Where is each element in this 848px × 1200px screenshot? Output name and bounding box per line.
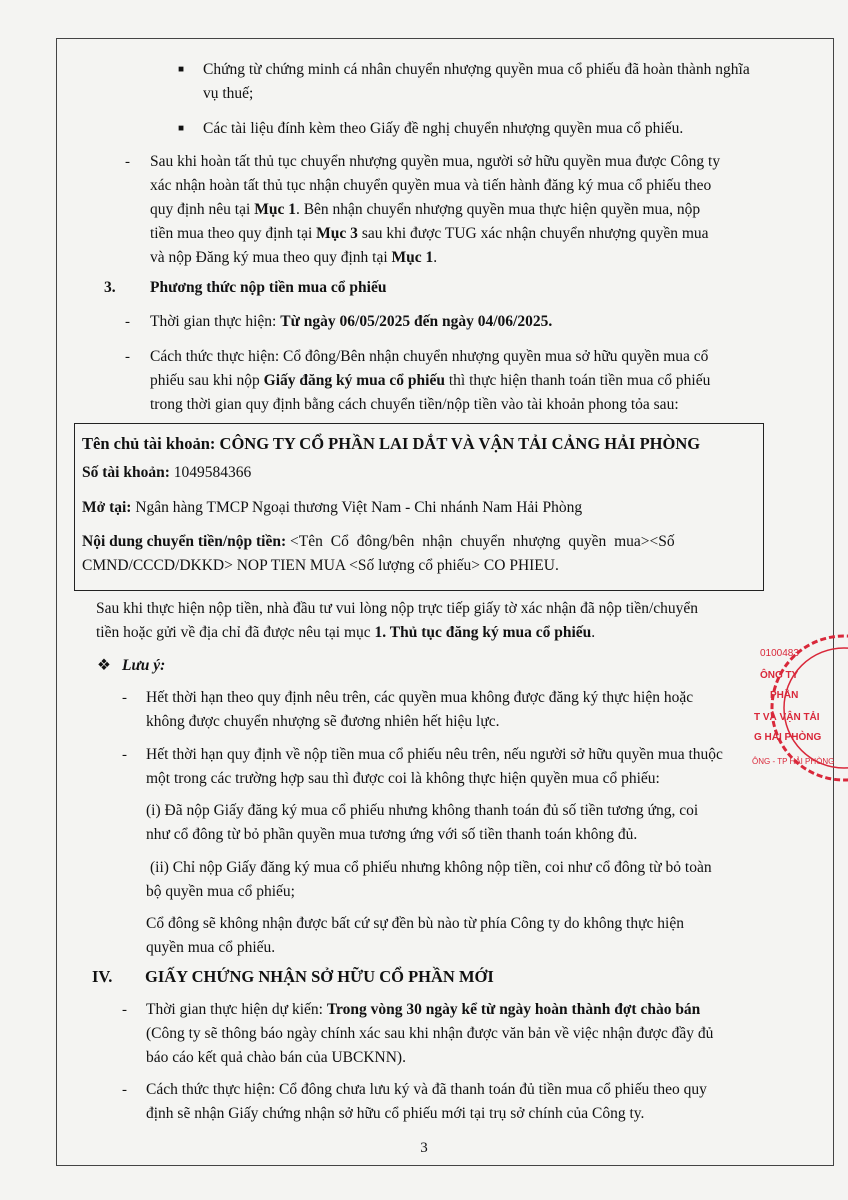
section4-method-line1: Cách thức thực hiện: Cổ đông chưa lưu ký và đã thanh toán đủ tiền mua cổ phiếu theo quy bbox=[146, 1081, 707, 1098]
dash-bullet: - bbox=[122, 1002, 127, 1018]
stamp-text-3: PHẦN bbox=[770, 690, 799, 701]
stamp-text-1: 0100483 bbox=[760, 648, 799, 659]
note-item2-line1: Hết thời hạn quy định về nộp tiền mua cổ phiếu nêu trên, nếu người sở hữu quyền mua thuộc bbox=[146, 746, 723, 763]
note-sub2-line2: bộ quyền mua cổ phiếu; bbox=[146, 883, 295, 900]
dash-bullet: - bbox=[125, 349, 130, 365]
section3-method-line2: phiếu sau khi nộp Giấy đăng ký mua cổ phiếu thì thực hiện thanh toán tiền mua cổ phiếu bbox=[150, 372, 711, 389]
dash-bullet: - bbox=[122, 690, 127, 706]
section4-time-line2: (Công ty sẽ thông báo ngày chính xác sau khi nhận được văn bản về việc nhận được đầy đủ bbox=[146, 1025, 714, 1042]
account-content-line1: Nội dung chuyển tiền/nộp tiền: <Tên Cổ đông/bên nhận chuyển nhượng quyền mua><Số bbox=[82, 533, 675, 550]
para-transfer-line3: quy định nêu tại Mục 1. Bên nhận chuyển nhượng quyền mua thực hiện quyền mua, nộp bbox=[150, 201, 701, 218]
stamp-text-2: ÔNG TY bbox=[760, 670, 799, 681]
account-number: Số tài khoản: 1049584366 bbox=[82, 464, 252, 481]
page-number: 3 bbox=[420, 1140, 428, 1156]
bullet-item-2: Các tài liệu đính kèm theo Giấy đề nghị chuyển nhượng quyền mua cổ phiếu. bbox=[203, 120, 684, 137]
note-sub2-line1: (ii) Chỉ nộp Giấy đăng ký mua cổ phiếu nhưng không nộp tiền, coi như cổ đông từ bỏ toàn bbox=[150, 859, 712, 876]
account-bank: Mở tại: Ngân hàng TMCP Ngoại thương Việt Nam - Chi nhánh Nam Hải Phòng bbox=[82, 499, 583, 516]
stamp-text-6: ÔNG - TP HẢI PHÒNG bbox=[752, 757, 835, 766]
section3-method-line1: Cách thức thực hiện: Cổ đông/Bên nhận chuyển nhượng quyền mua sở hữu quyền mua cổ bbox=[150, 348, 709, 365]
note-label: Lưu ý: bbox=[122, 657, 166, 674]
note-item1-line2: không được chuyển nhượng sẽ đương nhiên hết hiệu lực. bbox=[146, 713, 500, 730]
note-item1-line1: Hết thời hạn theo quy định nêu trên, các quyền mua không được đăng ký thực hiện hoặc bbox=[146, 689, 694, 706]
section4-method-line2: định sẽ nhận Giấy chứng nhận sở hữu cổ phiếu mới tại trụ sở chính của Công ty. bbox=[146, 1105, 645, 1122]
section3-method-line3: trong thời gian quy định bằng cách chuyển tiền/nộp tiền vào tài khoản phong tỏa sau: bbox=[150, 396, 679, 413]
dash-bullet: - bbox=[125, 154, 130, 170]
square-bullet-icon: ■ bbox=[178, 123, 185, 134]
note-item2-line2: một trong các trường hợp sau thì được coi là không thực hiện quyền mua cổ phiếu: bbox=[146, 770, 660, 787]
section4-time-line1: Thời gian thực hiện dự kiến: Trong vòng 30 ngày kể từ ngày hoàn thành đợt chào bán bbox=[146, 1001, 701, 1018]
note-sub1-line2: như cổ đông từ bỏ phần quyền mua tương ứng với số tiền thanh toán không đủ. bbox=[146, 826, 638, 843]
para-transfer-line5: và nộp Đăng ký mua theo quy định tại Mục 1. bbox=[150, 249, 438, 266]
account-holder: Tên chủ tài khoản: CÔNG TY CỔ PHẦN LAI DẮT VÀ VẬN TẢI CẢNG HẢI PHÒNG bbox=[82, 434, 701, 453]
diamond-bullet-icon: ❖ bbox=[97, 657, 111, 674]
para-transfer-line2: xác nhận hoàn tất thủ tục nhận chuyển quyền mua và tiến hành đăng ký mua cổ phiếu theo bbox=[150, 177, 712, 194]
after-pay-line1: Sau khi thực hiện nộp tiền, nhà đầu tư vui lòng nộp trực tiếp giấy tờ xác nhận đã nộp tiền/chuyển bbox=[96, 600, 699, 617]
note-sub1-line1: (i) Đã nộp Giấy đăng ký mua cổ phiếu nhưng không thanh toán đủ số tiền tương ứng, coi bbox=[146, 802, 699, 819]
section4-time-line3: báo cáo kết quả chào bán của UBCKNN). bbox=[146, 1049, 406, 1066]
account-content-line2: CMND/CCCD/DKKD> NOP TIEN MUA <Số lượng cổ phiếu> CO PHIEU. bbox=[82, 557, 559, 574]
after-pay-line2: tiền hoặc gửi về địa chỉ đã được nêu tại mục 1. Thủ tục đăng ký mua cổ phiếu. bbox=[96, 624, 596, 641]
bullet-item-1: Chứng từ chứng minh cá nhân chuyển nhượng quyền mua cổ phiếu đã hoàn thành nghĩa vụ thuế; bbox=[203, 61, 750, 102]
section3-number: 3. bbox=[104, 279, 116, 296]
stamp-text-5: G HẢI PHÒNG bbox=[754, 732, 822, 743]
para-transfer-line1: Sau khi hoàn tất thủ tục chuyển nhượng quyền mua, người sở hữu quyền mua được Công ty bbox=[150, 153, 721, 170]
dash-bullet: - bbox=[122, 747, 127, 763]
dash-bullet: - bbox=[122, 1082, 127, 1098]
section3-time: Thời gian thực hiện: Từ ngày 06/05/2025 đến ngày 04/06/2025. bbox=[150, 313, 553, 330]
square-bullet-icon: ■ bbox=[178, 64, 185, 75]
stamp-text-4: T VÀ VẬN TẢI bbox=[754, 712, 820, 723]
dash-bullet: - bbox=[125, 314, 130, 330]
para-transfer-line4: tiền mua theo quy định tại Mục 3 sau khi được TUG xác nhận chuyển nhượng quyền mua bbox=[150, 225, 709, 242]
note-sub3-line1: Cổ đông sẽ không nhận được bất cứ sự đền bù nào từ phía Công ty do không thực hiện bbox=[146, 915, 684, 932]
note-sub3-line2: quyền mua cổ phiếu. bbox=[146, 939, 276, 956]
section4-number: IV. bbox=[92, 967, 113, 986]
section4-title: GIẤY CHỨNG NHẬN SỞ HỮU CỔ PHẦN MỚI bbox=[145, 967, 494, 986]
section3-title: Phương thức nộp tiền mua cổ phiếu bbox=[150, 279, 387, 296]
